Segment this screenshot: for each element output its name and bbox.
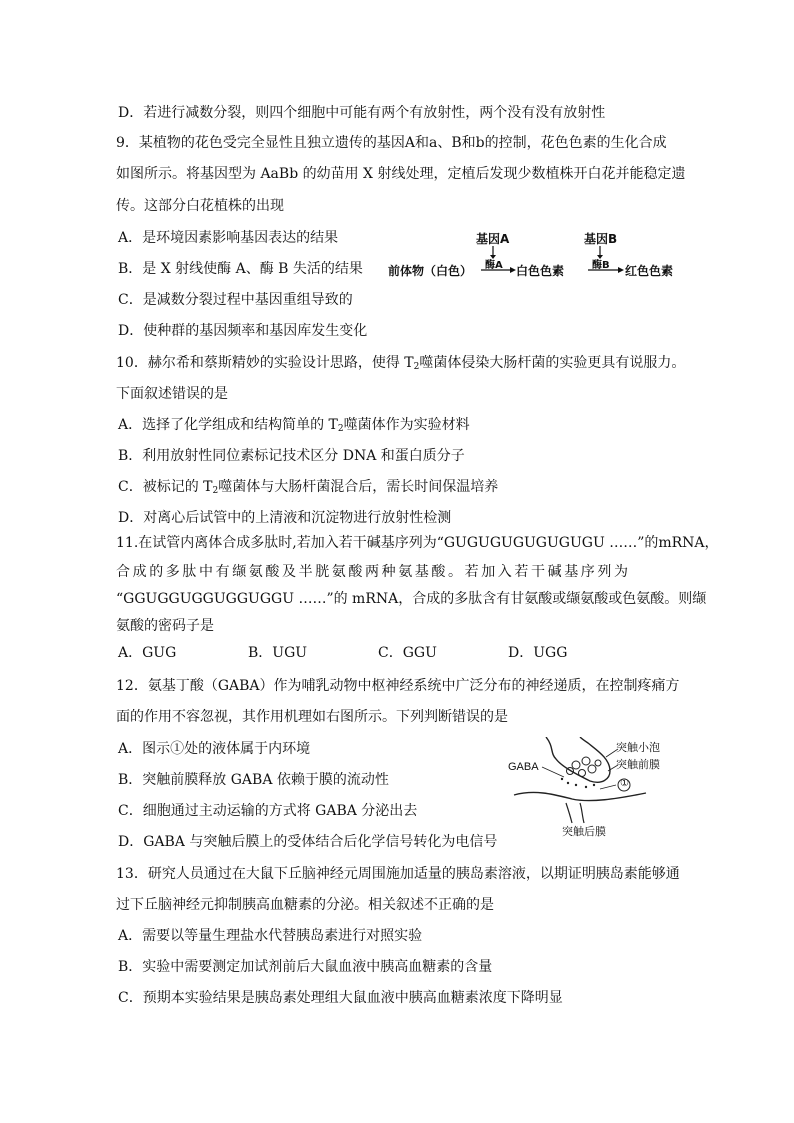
circle-one-label: ①: [620, 778, 629, 789]
q9-option-b: B．是 X 射线使酶 A、酶 B 失活的结果: [118, 261, 363, 277]
gene-a-label: 基因A: [476, 232, 510, 246]
q12-option-b: B．突触前膜释放 GABA 依赖于膜的流动性: [118, 772, 389, 788]
q12-stem-line-1: 12．氨基丁酸（GABA）作为哺乳动物中枢神经系统中广泛分布的神经递质，在控制疼痛方: [116, 678, 680, 694]
q10-option-c-text-a: C．被标记的 T: [118, 479, 213, 495]
pigment-pathway-figure: [388, 228, 688, 286]
q9-stem-line-3: 传。这部分白花植株的出现: [116, 198, 284, 214]
q12-option-a: A．图示①处的液体属于内环境: [118, 741, 311, 757]
q10-option-d: D．对离心后试管中的上清液和沉淀物进行放射性检测: [118, 510, 452, 526]
q12-option-d: D．GABA 与突触后膜上的受体结合后化学信号转化为电信号: [118, 834, 498, 850]
q13-option-c: C．预期本实验结果是胰岛素处理组大鼠血液中胰高血糖素浓度下降明显: [118, 990, 563, 1006]
q11-option-b: B．UGU: [248, 645, 308, 661]
q9-option-a: A．是环境因素影响基因表达的结果: [118, 230, 339, 246]
q11-stem-line-2: 合成的多肽中有缬氨酸及半胱氨酸两种氨基酸。若加入若干碱基序列为: [116, 564, 631, 580]
white-pigment-label: 白色色素: [516, 264, 565, 278]
q12-option-c: C．细胞通过主动运输的方式将 GABA 分泌出去: [118, 803, 418, 819]
q9-stem-line-2: 如图所示。将基因型为 AaBb 的幼苗用 X 射线处理，定植后发现少数植株开白花并能稳定遗: [116, 166, 686, 182]
t2-subscript: 2: [212, 486, 219, 496]
q11-option-d: D．UGG: [508, 645, 568, 661]
q10-stem-line-2: 下面叙述错误的是: [116, 386, 228, 402]
gene-b-label: 基因B: [584, 232, 618, 246]
enzyme-a-label: 酶A: [485, 260, 503, 271]
q11-stem-line-4: 氨酸的密码子是: [116, 618, 214, 634]
enzyme-b-label: 酶B: [592, 260, 610, 271]
q10-stem-line-1: [116, 354, 685, 376]
q11-options: [118, 644, 638, 662]
red-pigment-label: 红色色素: [625, 264, 674, 278]
post-membrane-label: 突触后膜: [562, 826, 606, 838]
q13-option-b: B．实验中需要测定加试剂前后大鼠血液中胰高血糖素的含量: [118, 959, 493, 975]
q11-option-a: A．GUG: [118, 645, 177, 661]
pre-membrane-label: 突触前膜: [616, 759, 660, 771]
q10-option-b: B．利用放射性同位素标记技术区分 DNA 和蛋白质分子: [118, 448, 465, 464]
q10-option-a-text-a: A．选择了化学组成和结构简单的 T: [118, 417, 338, 433]
q11-stem-line-3: “GGUGGUGGUGGUGGU ……”的 mRNA，合成的多肽含有甘氨酸或缬氨酸或色氨酸。则缬: [116, 591, 707, 607]
q8-option-d: D．若进行减数分裂，则四个细胞中可能有两个有放射性，两个没有没有放射性: [118, 105, 606, 121]
q11-option-c: C．GGU: [378, 645, 437, 661]
q13-option-a: A．需要以等量生理盐水代替胰岛素进行对照实验: [118, 928, 423, 944]
t2-subscript: 2: [337, 424, 344, 434]
q10-stem-text-b: 噬菌体侵染大肠杆菌的实验更具有说服力。: [419, 355, 686, 371]
q10-option-c: [118, 478, 498, 500]
t2-subscript: 2: [413, 362, 420, 372]
q13-stem-line-1: 13．研究人员通过在大鼠下丘脑神经元周围施加适量的胰岛素溶液，以期证明胰岛素能够通: [116, 866, 680, 882]
q11-stem-line-1: 11.在试管内离体合成多肽时,若加入若干碱基序列为“GUGUGUGUGUGUGU ……”的mRNA，: [116, 535, 719, 551]
q13-stem-line-2: 过下丘脑神经元抑制胰高血糖素的分泌。相关叙述不正确的是: [116, 897, 494, 913]
gaba-label: GABA: [508, 761, 539, 773]
q10-stem-text-a: 10．赫尔希和蔡斯精妙的实验设计思路，使得 T: [116, 355, 414, 371]
q9-option-d: D．使种群的基因频率和基因库发生变化: [118, 323, 368, 339]
q10-option-c-text-b: 噬菌体与大肠杆菌混合后，需长时间保温培养: [218, 479, 499, 495]
q10-option-a: [118, 416, 470, 438]
q10-option-a-text-b: 噬菌体作为实验材料: [343, 417, 470, 433]
synapse-figure: [506, 737, 676, 837]
q9-option-c: C．是减数分裂过程中基因重组导致的: [118, 292, 353, 308]
precursor-label: 前体物（白色）: [388, 264, 473, 278]
vesicle-label: 突触小泡: [616, 742, 660, 754]
q12-stem-line-2: 面的作用不容忽视，其作用机理如右图所示。下列判断错误的是: [116, 709, 508, 725]
q9-stem-line-1: 9．某植物的花色受完全显性且独立遗传的基因A和a、B和b的控制，花色色素的生化合成: [116, 135, 667, 151]
